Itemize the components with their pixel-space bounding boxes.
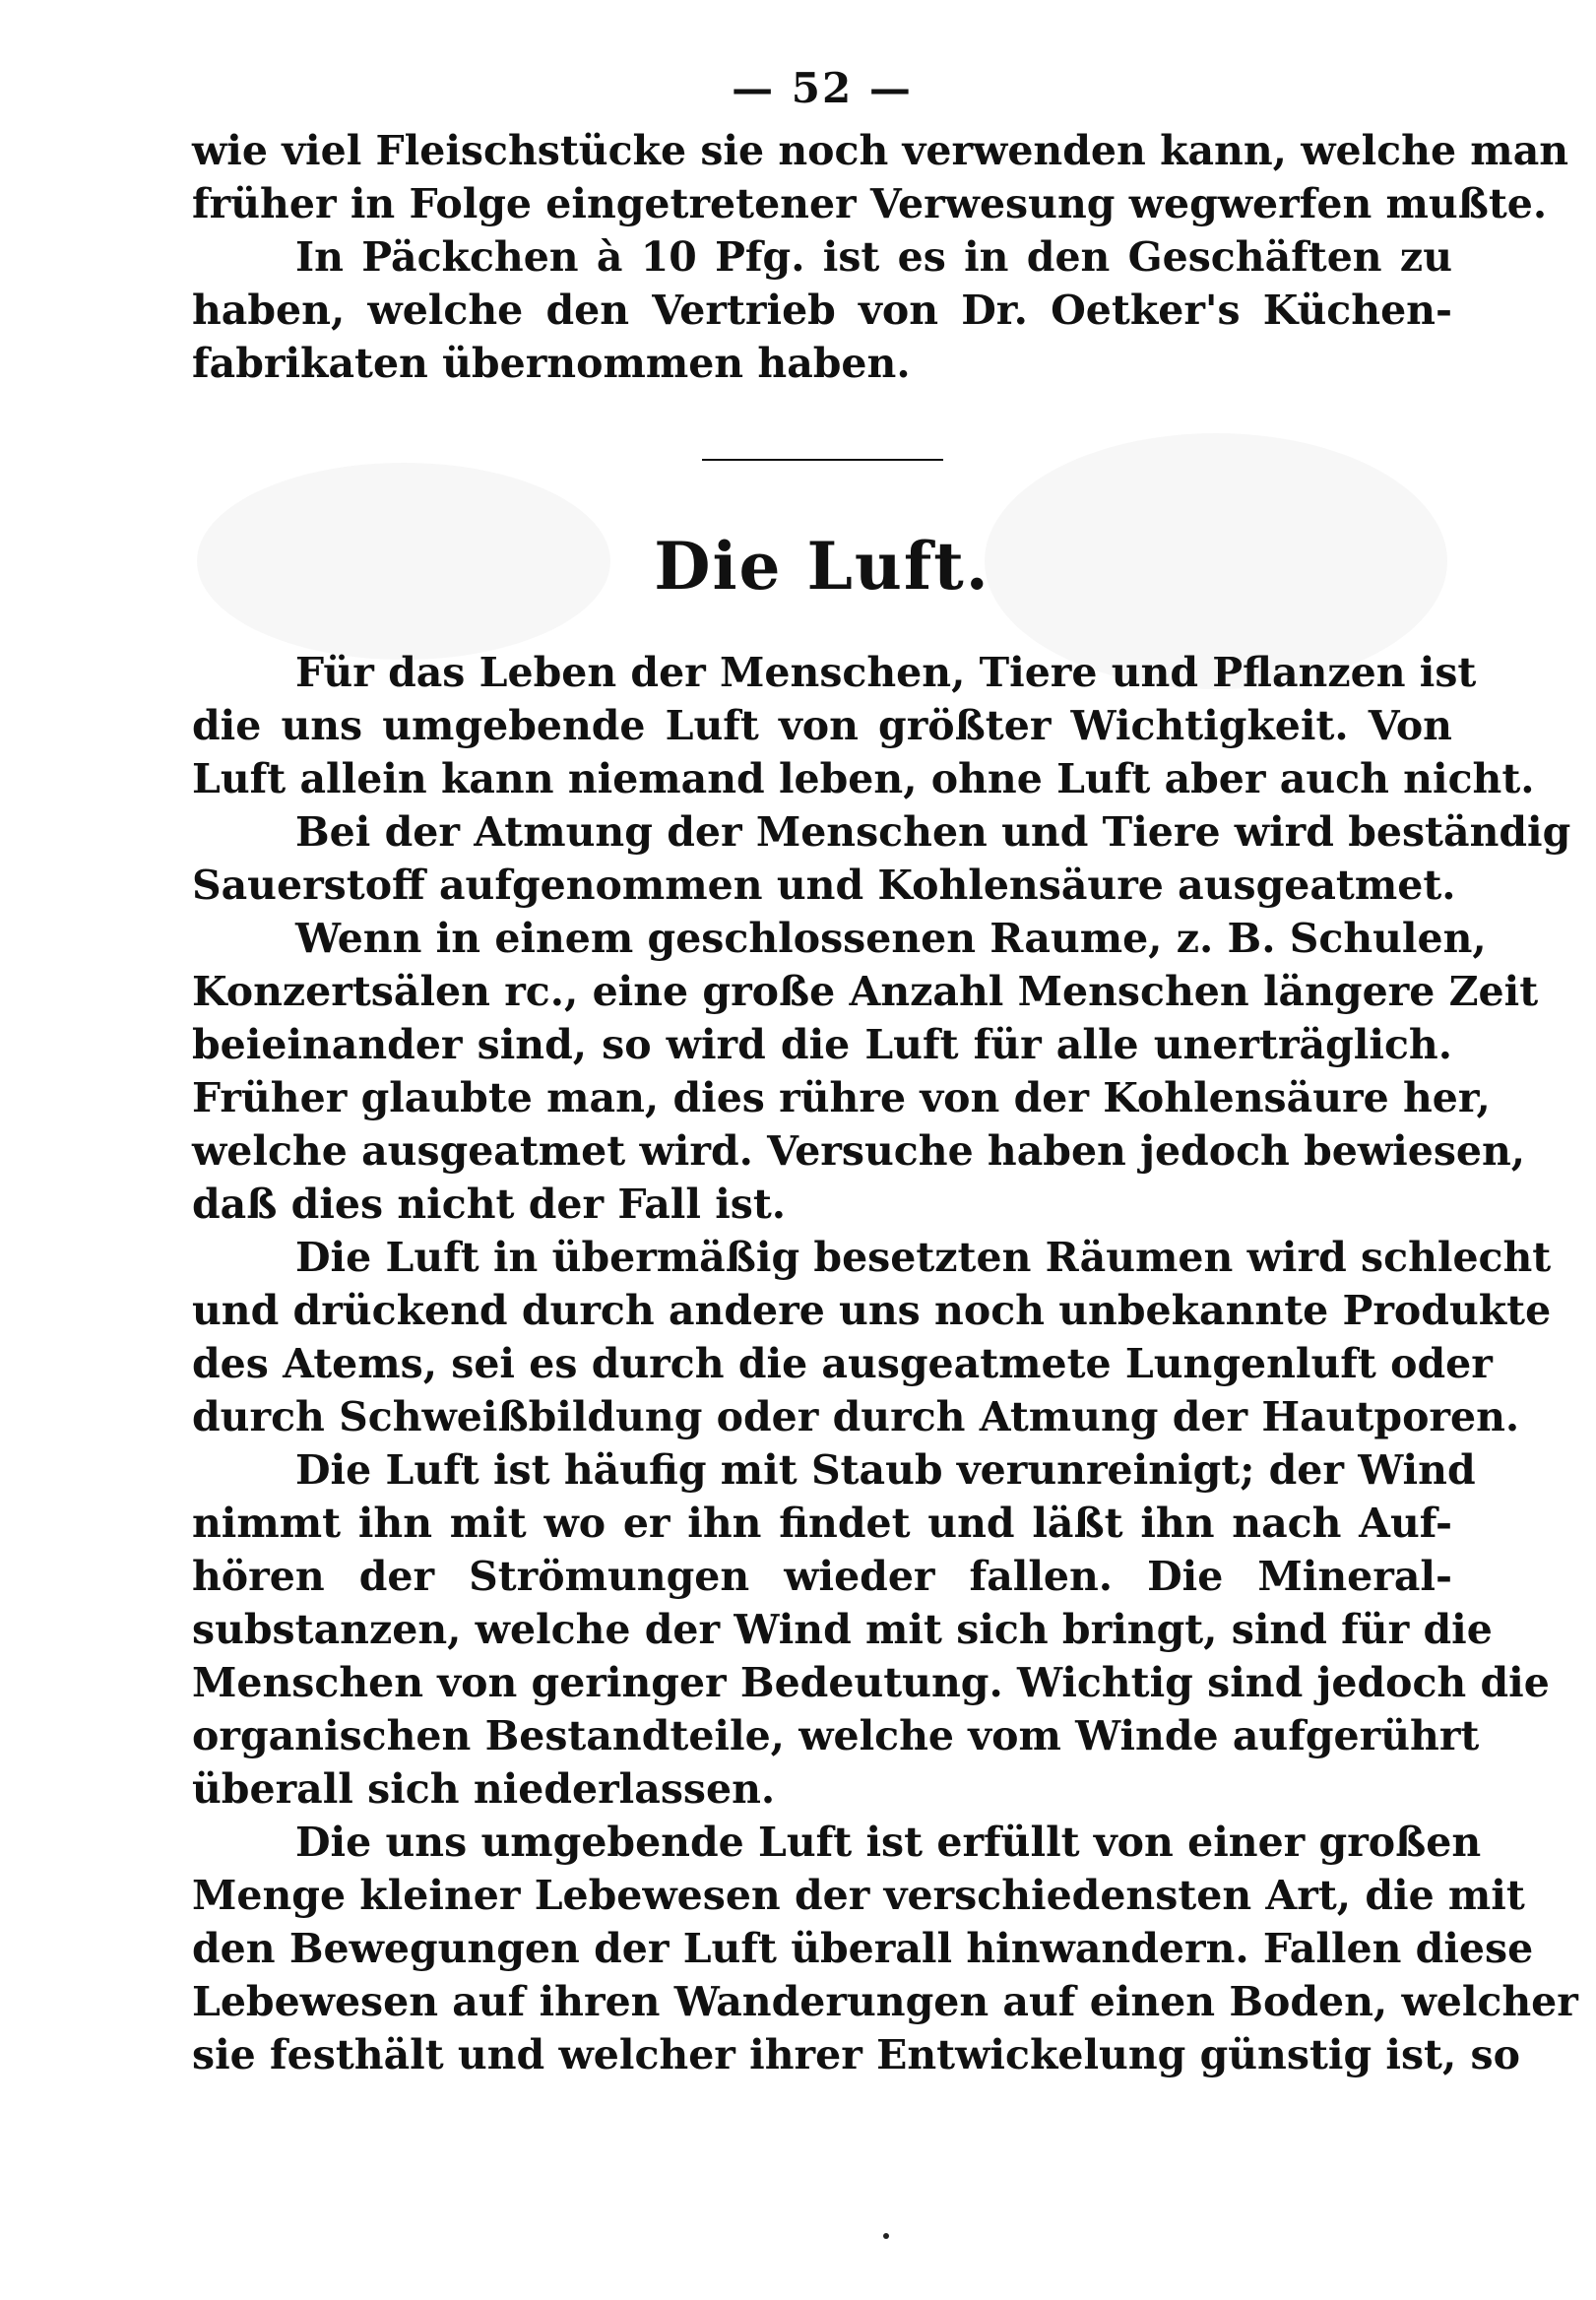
section-title: Die Luft.	[654, 528, 990, 605]
text-line: hören der Strömungen wieder fallen. Die Mineral-	[192, 1553, 1452, 1600]
text-line: Die Luft in übermäßig besetzten Räumen wird schlecht	[295, 1234, 1552, 1281]
text-line: Menge kleiner Lebewesen der verschiedensten Art, die mit	[192, 1872, 1525, 1919]
text-line: welche ausgeatmet wird. Versuche haben jedoch bewiesen,	[192, 1127, 1526, 1175]
text-line: haben, welche den Vertrieb von Dr. Oetker's Küchen-	[192, 287, 1452, 334]
text-line: des Atems, sei es durch die ausgeatmete Lungenluft oder	[192, 1340, 1493, 1387]
text-line: Die Luft ist häufig mit Staub verunreinigt; der Wind	[295, 1446, 1476, 1494]
text-line: Früher glaubte man, dies rühre von der Kohlensäure her,	[192, 1074, 1491, 1121]
text-line: In Päckchen à 10 Pfg. ist es in den Geschäften zu	[295, 233, 1452, 281]
text-line: Die uns umgebende Luft ist erfüllt von einer großen	[295, 1819, 1482, 1866]
text-line: wie viel Fleischstücke sie noch verwenden kann, welche man	[192, 127, 1569, 174]
section-divider	[702, 459, 943, 461]
text-line: sie festhält und welcher ihrer Entwickelung günstig ist, so	[192, 2031, 1520, 2078]
text-line: und drückend durch andere uns noch unbekannte Produkte	[192, 1287, 1552, 1334]
text-line: Menschen von geringer Bedeutung. Wichtig sind jedoch die	[192, 1659, 1550, 1706]
text-line: daß dies nicht der Fall ist.	[192, 1181, 787, 1228]
text-line: Für das Leben der Menschen, Tiere und Pflanzen ist	[295, 649, 1477, 696]
text-line: die uns umgebende Luft von größter Wichtigkeit. Von	[192, 702, 1452, 749]
text-line: Bei der Atmung der Menschen und Tiere wird beständig	[295, 808, 1571, 856]
text-line: Luft allein kann niemand leben, ohne Luft aber auch nicht.	[192, 755, 1535, 802]
book-page	[192, 59, 1578, 2255]
text-line: fabrikaten übernommen haben.	[192, 340, 911, 387]
text-line: organischen Bestandteile, welche vom Winde aufgerührt	[192, 1712, 1480, 1759]
text-line: Lebewesen auf ihren Wanderungen auf einen Boden, welcher	[192, 1978, 1578, 2025]
text-line: Konzertsälen rc., eine große Anzahl Menschen längere Zeit	[192, 968, 1539, 1015]
page-number: — 52 —	[732, 64, 913, 112]
text-line: den Bewegungen der Luft überall hinwandern. Fallen diese	[192, 1925, 1534, 1972]
text-line: Sauerstoff aufgenommen und Kohlensäure ausgeatmet.	[192, 862, 1456, 909]
text-line: früher in Folge eingetretener Verwesung wegwerfen mußte.	[192, 180, 1548, 227]
text-line: beieinander sind, so wird die Luft für alle unerträglich.	[192, 1021, 1452, 1068]
text-line: überall sich niederlassen.	[192, 1765, 776, 1813]
text-line: durch Schweißbildung oder durch Atmung der Hautporen.	[192, 1393, 1520, 1440]
text-line: nimmt ihn mit wo er ihn findet und läßt ihn nach Auf-	[192, 1500, 1452, 1547]
body-text	[192, 646, 1578, 2081]
intro-paragraph	[192, 124, 1569, 390]
text-line: Wenn in einem geschlossenen Raume, z. B. Schulen,	[295, 915, 1487, 962]
text-line: substanzen, welche der Wind mit sich bringt, sind für die	[192, 1606, 1493, 1653]
